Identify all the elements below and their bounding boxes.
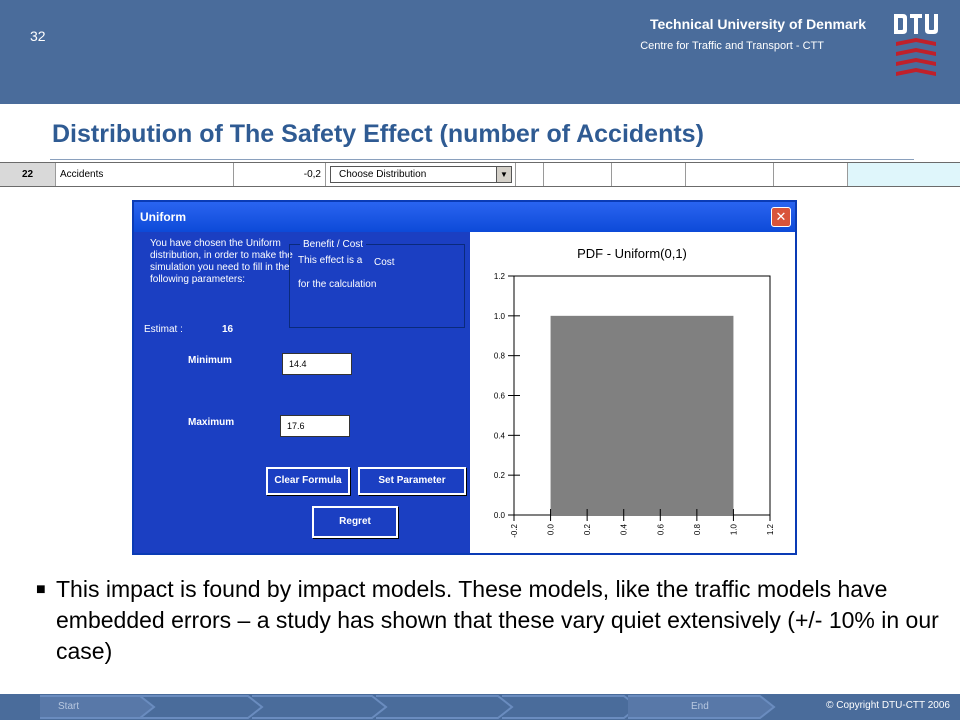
clear-formula-button[interactable]: Clear Formula xyxy=(266,467,350,495)
square-bullet-icon: ■ xyxy=(36,581,46,598)
effect-value: Cost xyxy=(374,257,395,268)
pdf-chart-area xyxy=(470,232,795,553)
spreadsheet-row xyxy=(0,162,960,187)
maximum-input[interactable]: 17.6 xyxy=(280,415,350,437)
nav-end-link[interactable]: End xyxy=(691,701,709,712)
header-band xyxy=(0,0,960,104)
y-tick-label: 0.0 xyxy=(493,511,505,520)
distribution-combo[interactable] xyxy=(330,166,512,183)
row-number: 22 xyxy=(0,163,56,186)
x-tick-label: 0.6 xyxy=(656,524,666,536)
pdf-chart xyxy=(470,232,795,553)
nav-start-link[interactable]: Start xyxy=(58,701,80,712)
department-name: Centre for Traffic and Transport - CTT xyxy=(640,40,824,52)
empty-cell[interactable] xyxy=(516,163,544,186)
x-tick-label: -0.2 xyxy=(510,524,519,538)
benefit-cost-group xyxy=(289,239,465,328)
y-tick-label: 0.8 xyxy=(493,351,505,361)
x-tick-label: 1.2 xyxy=(766,524,775,536)
empty-cell[interactable] xyxy=(686,163,774,186)
calculation-text: for the calculation xyxy=(298,279,377,290)
empty-cell[interactable] xyxy=(544,163,612,186)
estimat-label: Estimat : xyxy=(144,324,183,335)
footer-band xyxy=(0,694,960,720)
title-divider xyxy=(50,159,914,160)
regret-button[interactable]: Regret xyxy=(312,506,398,538)
y-tick-label: 0.2 xyxy=(493,471,505,481)
dialog-titlebar xyxy=(134,202,795,232)
x-tick-label: 0.2 xyxy=(583,524,593,536)
dtu-logo xyxy=(892,12,940,84)
x-tick-label: 1.0 xyxy=(729,524,739,536)
highlighted-cell[interactable] xyxy=(848,163,960,186)
row-value-cell[interactable]: -0,2 xyxy=(234,163,326,186)
nav-arrows xyxy=(0,694,790,720)
dialog-title: Uniform xyxy=(140,210,186,224)
empty-cell[interactable] xyxy=(774,163,848,186)
close-icon[interactable]: ✕ xyxy=(771,207,791,227)
set-parameter-button[interactable]: Set Parameter xyxy=(358,467,466,495)
combo-value: Choose Distribution xyxy=(339,169,427,180)
chart-title: PDF - Uniform(0,1) xyxy=(577,246,687,261)
slide-title: Distribution of The Safety Effect (number of Accidents) xyxy=(52,120,704,148)
university-name: Technical University of Denmark xyxy=(649,16,866,32)
y-tick-label: 0.6 xyxy=(493,391,505,401)
x-tick-label: 0.4 xyxy=(619,524,629,536)
uniform-dialog xyxy=(132,200,797,555)
x-tick-label: 0.0 xyxy=(546,524,556,536)
y-tick-label: 1.2 xyxy=(493,272,505,281)
maximum-label: Maximum xyxy=(188,417,235,428)
row-label-cell[interactable]: Accidents xyxy=(56,163,234,186)
intro-text: You have chosen the Uniform distribution, in order to make the simulation you need to fill in the following parameters: xyxy=(150,238,293,285)
pdf-area xyxy=(551,316,734,515)
benefit-cost-legend: Benefit / Cost xyxy=(300,239,366,250)
minimum-label: Minimum xyxy=(188,355,232,366)
copyright-text: © Copyright DTU-CTT 2006 xyxy=(826,700,950,711)
x-tick-label: 0.8 xyxy=(692,524,702,536)
slide-number: 32 xyxy=(30,28,46,44)
effect-text: This effect is a xyxy=(298,255,363,266)
chevron-down-icon[interactable]: ▼ xyxy=(496,167,511,182)
minimum-input[interactable]: 14.4 xyxy=(282,353,352,375)
y-tick-label: 0.4 xyxy=(493,431,505,441)
estimat-value: 16 xyxy=(222,324,234,335)
empty-cell[interactable] xyxy=(612,163,686,186)
bullet-text: This impact is found by impact models. These models, like the traffic models have embedded errors – a study has shown that these vary quiet extensively (+/- 10% in our case) xyxy=(56,576,939,664)
y-tick-label: 1.0 xyxy=(493,311,505,321)
parameter-panel xyxy=(134,232,470,553)
